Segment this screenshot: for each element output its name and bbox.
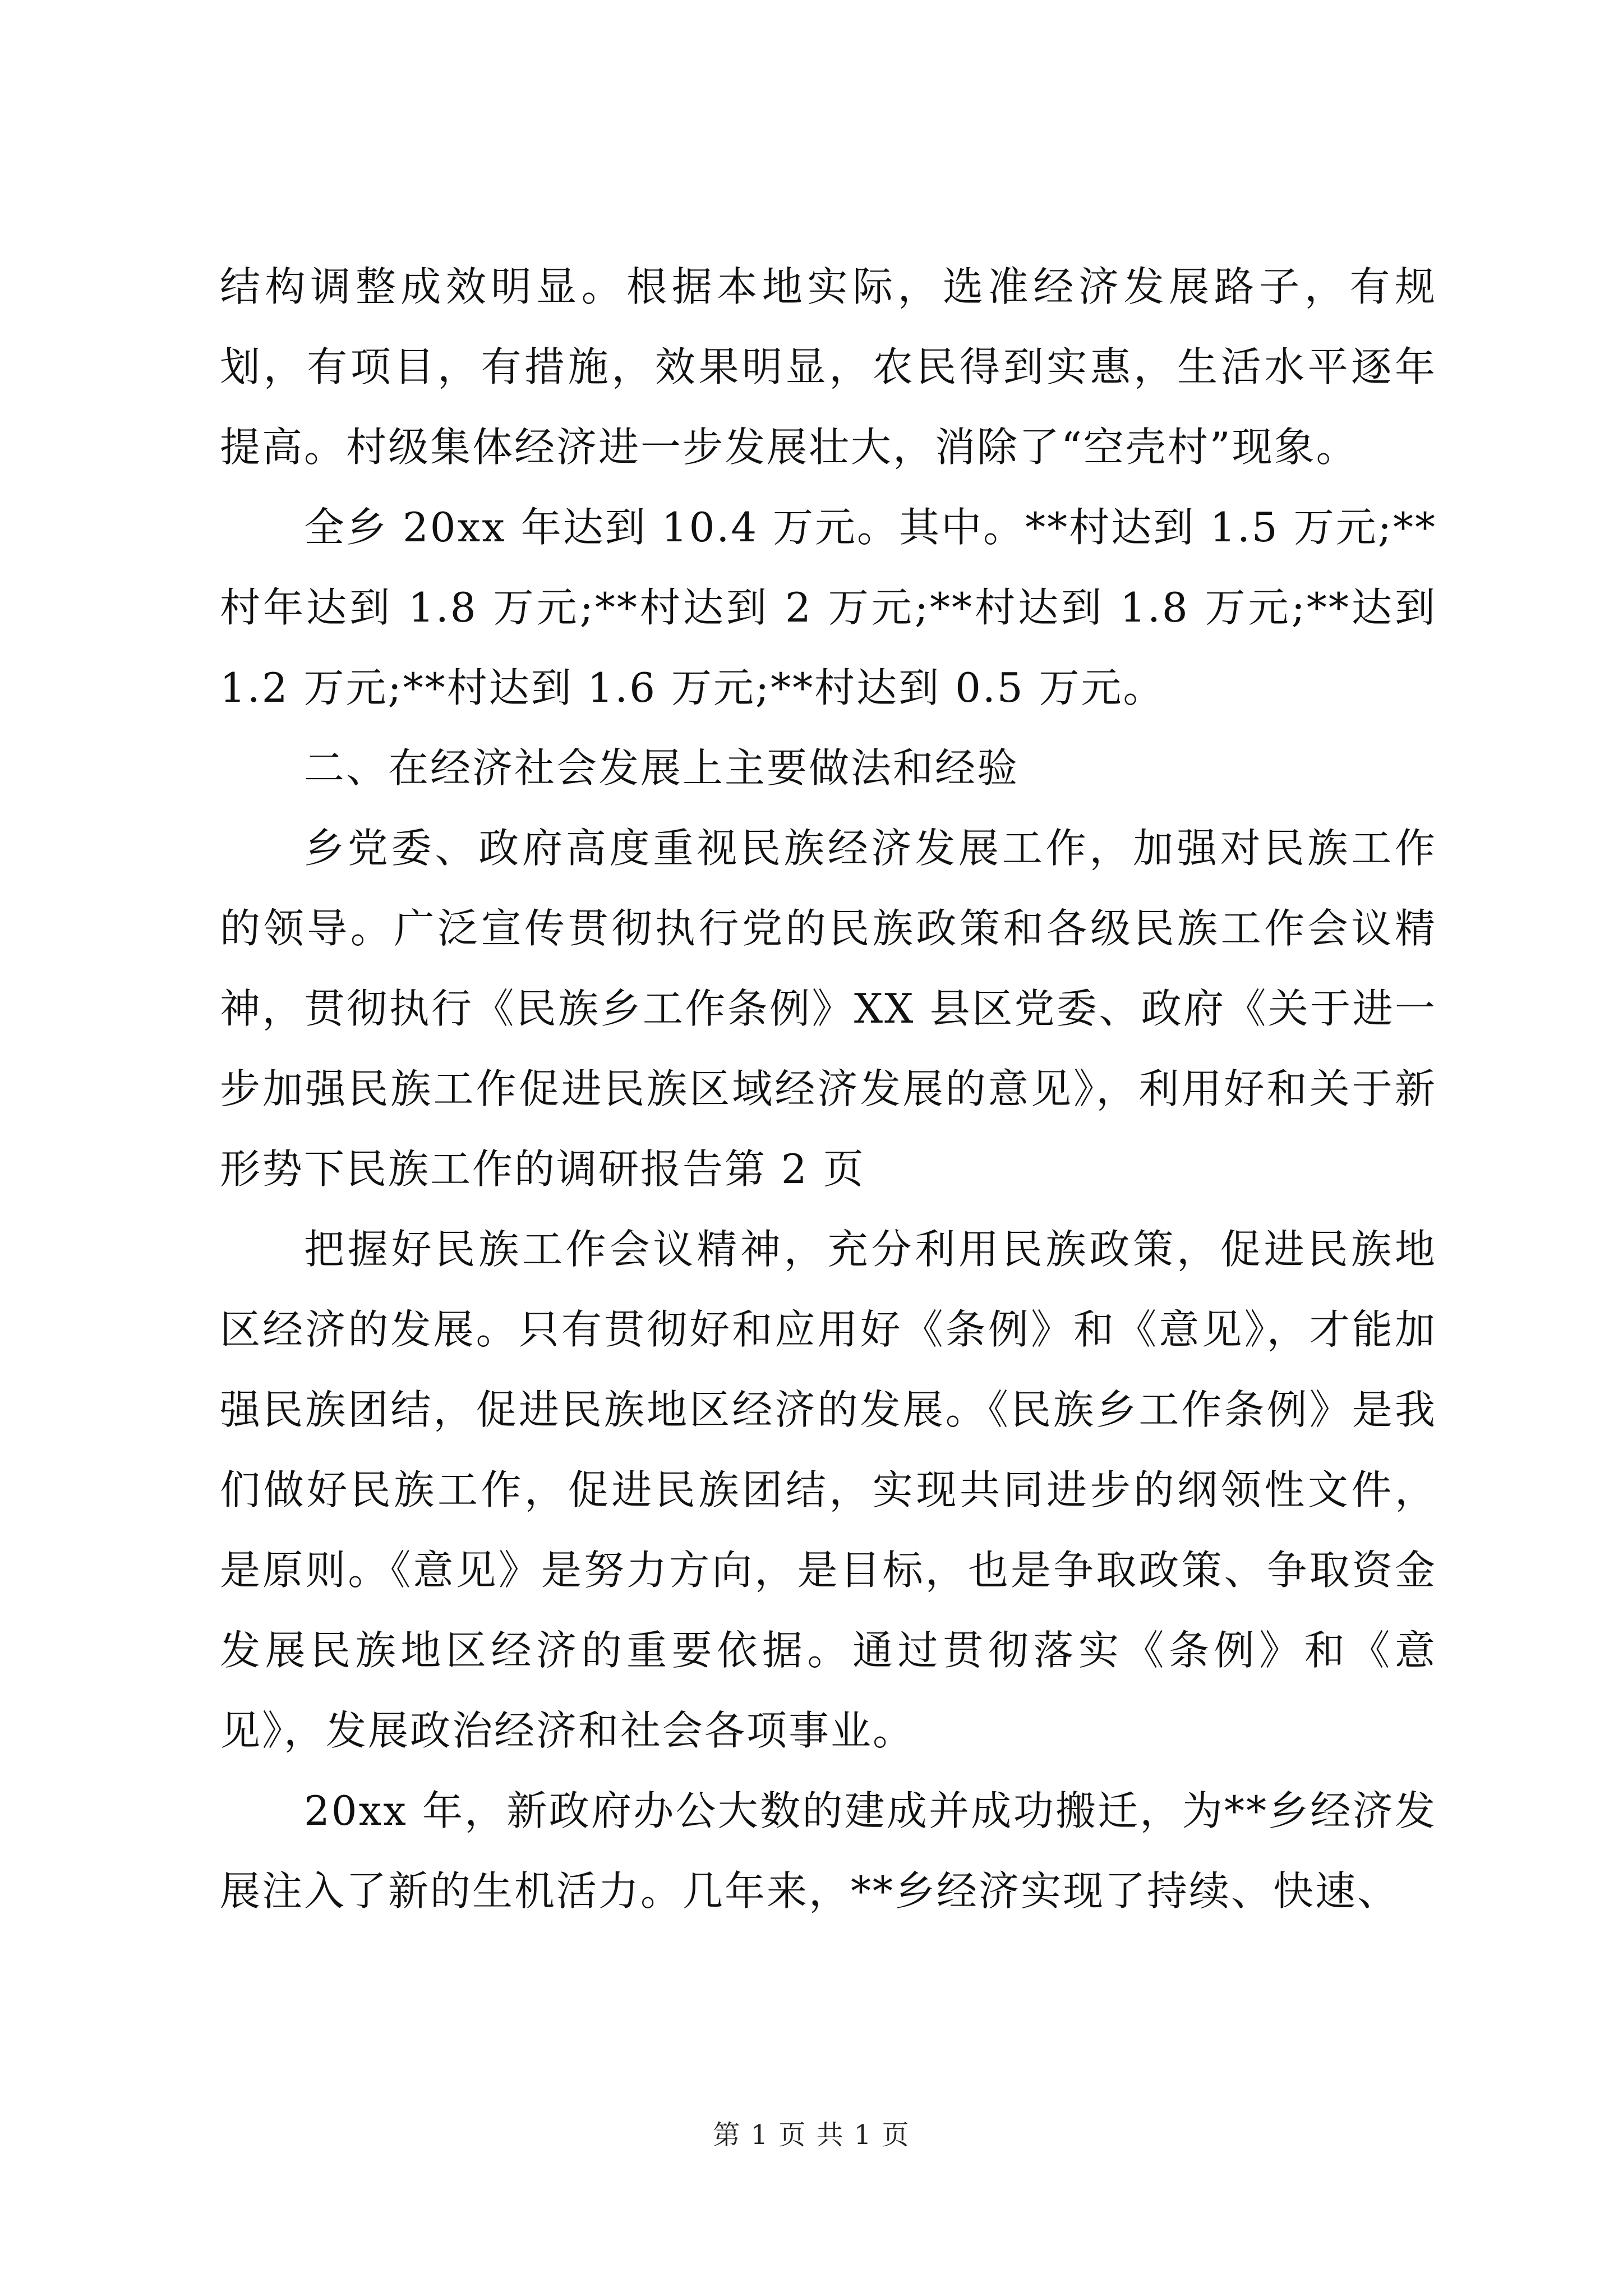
section-heading-practices: 二、在经济社会发展上主要做法和经验 <box>304 744 1020 792</box>
paragraph-party-leadership: 乡党委、政府高度重视民族经济发展工作，加强对民族工作的领导。广泛宣传贯彻执行党的民族政策和各级民族工作会议精神，贯彻执行《民族乡工作条例》XX 县区党委、政府《关于进一步加强民族工作促进民族区域经济发展的意见》，利用好和关于新形势下民族工作的调研报告第 2 页 <box>220 825 1437 1193</box>
page-footer: 第 1 页 共 1 页 <box>713 2119 910 2151</box>
paragraph-structure-adjustment: 结构调整成效明显。根据本地实际，选准经济发展路子，有规划，有项目，有措施，效果明显，农民得到实惠，生活水平逐年提高。村级集体经济进一步发展壮大，消除了“空壳村”现象。 <box>220 263 1437 471</box>
paragraph-policy-implementation: 把握好民族工作会议精神，充分利用民族政策，促进民族地区经济的发展。只有贯彻好和应用好《条例》和《意见》，才能加强民族团结，促进民族地区经济的发展。《民族乡工作条例》是我们做好民族工作，促进民族团结，实现共同进步的纲领性文件，是原则。《意见》是努力方向，是目标，也是争取政策、争取资金发展民族地区经济的重要依据。通过贯彻落实《条例》和《意见》，发展政治经济和社会各项事业。 <box>220 1226 1437 1754</box>
paragraph-income-figures: 全乡 20xx 年达到 10.4 万元。其中。**村达到 1.5 万元;**村年达到 1.8 万元;**村达到 2 万元;**村达到 1.8 万元;**达到 1.2 万元;**村达到 1.6 万元;**村达到 0.5 万元。 <box>220 504 1437 711</box>
document-body <box>220 247 1437 1931</box>
paragraph-new-government-office: 20xx 年，新政府办公大数的建成并成功搬迁，为**乡经济发展注入了新的生机活力。几年来，**乡经济实现了持续、快速、 <box>220 1787 1437 1915</box>
